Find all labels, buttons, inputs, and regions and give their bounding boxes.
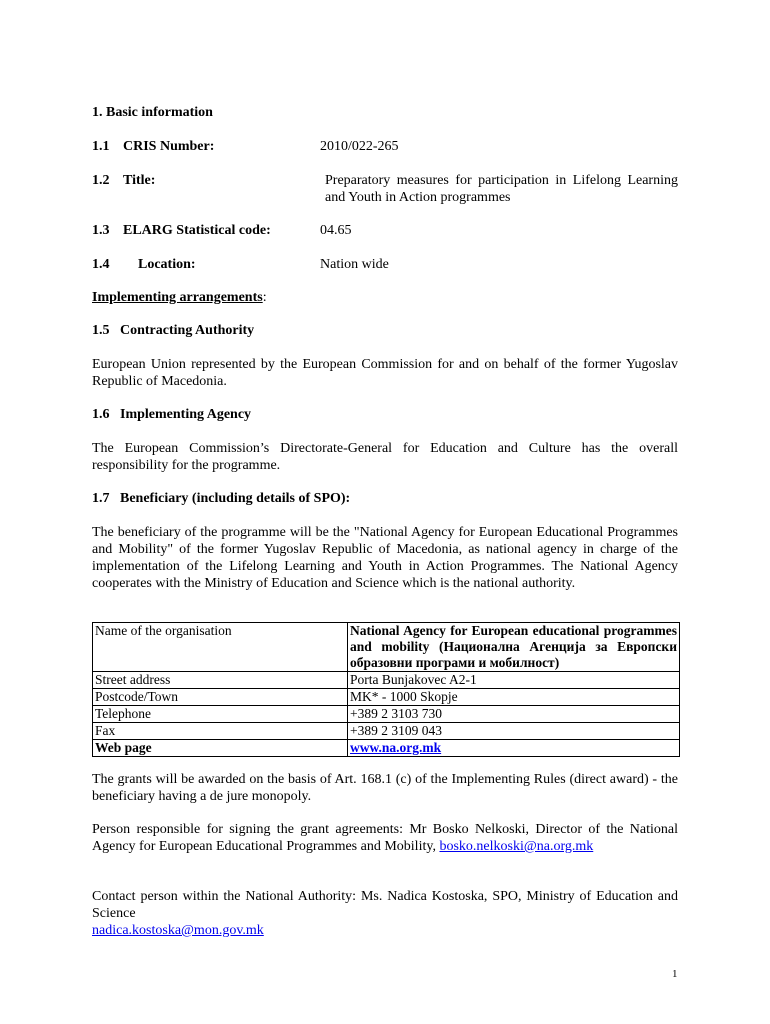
table-cell-label: Telephone [93,706,348,723]
person-responsible-email[interactable]: bosko.nelkoski@na.org.mk [439,839,594,854]
table-cell-label: Fax [93,723,348,740]
field-value: Nation wide [320,257,389,272]
field-label: CRIS Number: [123,139,215,154]
organisation-table [92,622,680,757]
web-page-link[interactable]: www.na.org.mk [350,740,442,755]
table-cell-value: +389 2 3109 043 [348,723,680,740]
section-heading-contracting-authority: 1.5 Contracting Authority [92,323,255,338]
contact-person-email[interactable]: nadica.kostoska@mon.gov.mk [92,923,264,938]
page-number: 1 [672,968,678,980]
table-row [93,672,680,689]
table-cell-value [348,740,680,757]
implementing-arrangements-heading: Implementing arrangements: [92,290,267,305]
table-cell-value: MK* - 1000 Skopje [348,689,680,706]
field-number: 1.2 [92,173,110,188]
field-number: 1.1 [92,139,110,154]
section-heading-implementing-agency: 1.6 Implementing Agency [92,407,252,422]
person-responsible-text: Person responsible for signing the grant agreements: Mr Bosko Nelkoski, Director of the National Agency for European Educational Programmes and Mobility, [92,822,678,854]
beneficiary-text: The beneficiary of the programme will be the "National Agency for European Educational Programmes and Mobility" of the former Yugoslav Republic of Macedonia, as national agency in charge of the implementation of the Lifelong Learning and Youth in Action Programmes. The National Agency cooperates with the Ministry of Education and Science which is the national authority. [92,525,678,591]
table-cell-label: Street address [93,672,348,689]
table-cell-value: Porta Bunjakovec A2-1 [348,672,680,689]
field-label: Title: [123,173,156,188]
contact-person-text: Contact person within the National Authority: Ms. Nadica Kostoska, SPO, Ministry of Education and Science [92,889,678,921]
table-row [93,689,680,706]
section-heading-basic-information: 1. Basic information [92,105,213,120]
table-cell-value: National Agency for European educational programmes and mobility (Национална Агенција за Европски образовни програми и мобилност) [348,623,680,672]
table-row [93,723,680,740]
table-row [93,623,680,672]
implementing-agency-text: The European Commission’s Directorate-General for Education and Culture has the overall responsibility for the programme. [92,441,678,473]
field-label: ELARG Statistical code: [123,223,271,238]
table-row [93,706,680,723]
table-cell-value: +389 2 3103 730 [348,706,680,723]
field-label: Location: [138,257,196,272]
section-heading-beneficiary: 1.7 Beneficiary (including details of SPO): [92,491,351,506]
contracting-authority-text: European Union represented by the European Commission for and on behalf of the former Yugoslav Republic of Macedonia. [92,357,678,389]
table-row [93,740,680,757]
table-cell-label: Web page [93,740,348,757]
field-value: 2010/022-265 [320,139,399,154]
field-value-title: Preparatory measures for participation in Lifelong Learning and Youth in Action programmes [325,173,678,205]
contact-person-paragraph [92,888,678,939]
field-number: 1.3 [92,223,110,238]
table-cell-label: Name of the organisation [93,623,348,672]
table-cell-label: Postcode/Town [93,689,348,706]
person-responsible-paragraph [92,821,678,855]
field-value: 04.65 [320,223,352,238]
field-number: 1.4 [92,257,110,272]
grants-text: The grants will be awarded on the basis of Art. 168.1 (c) of the Implementing Rules (direct award) - the beneficiary having a de jure monopoly. [92,772,678,804]
